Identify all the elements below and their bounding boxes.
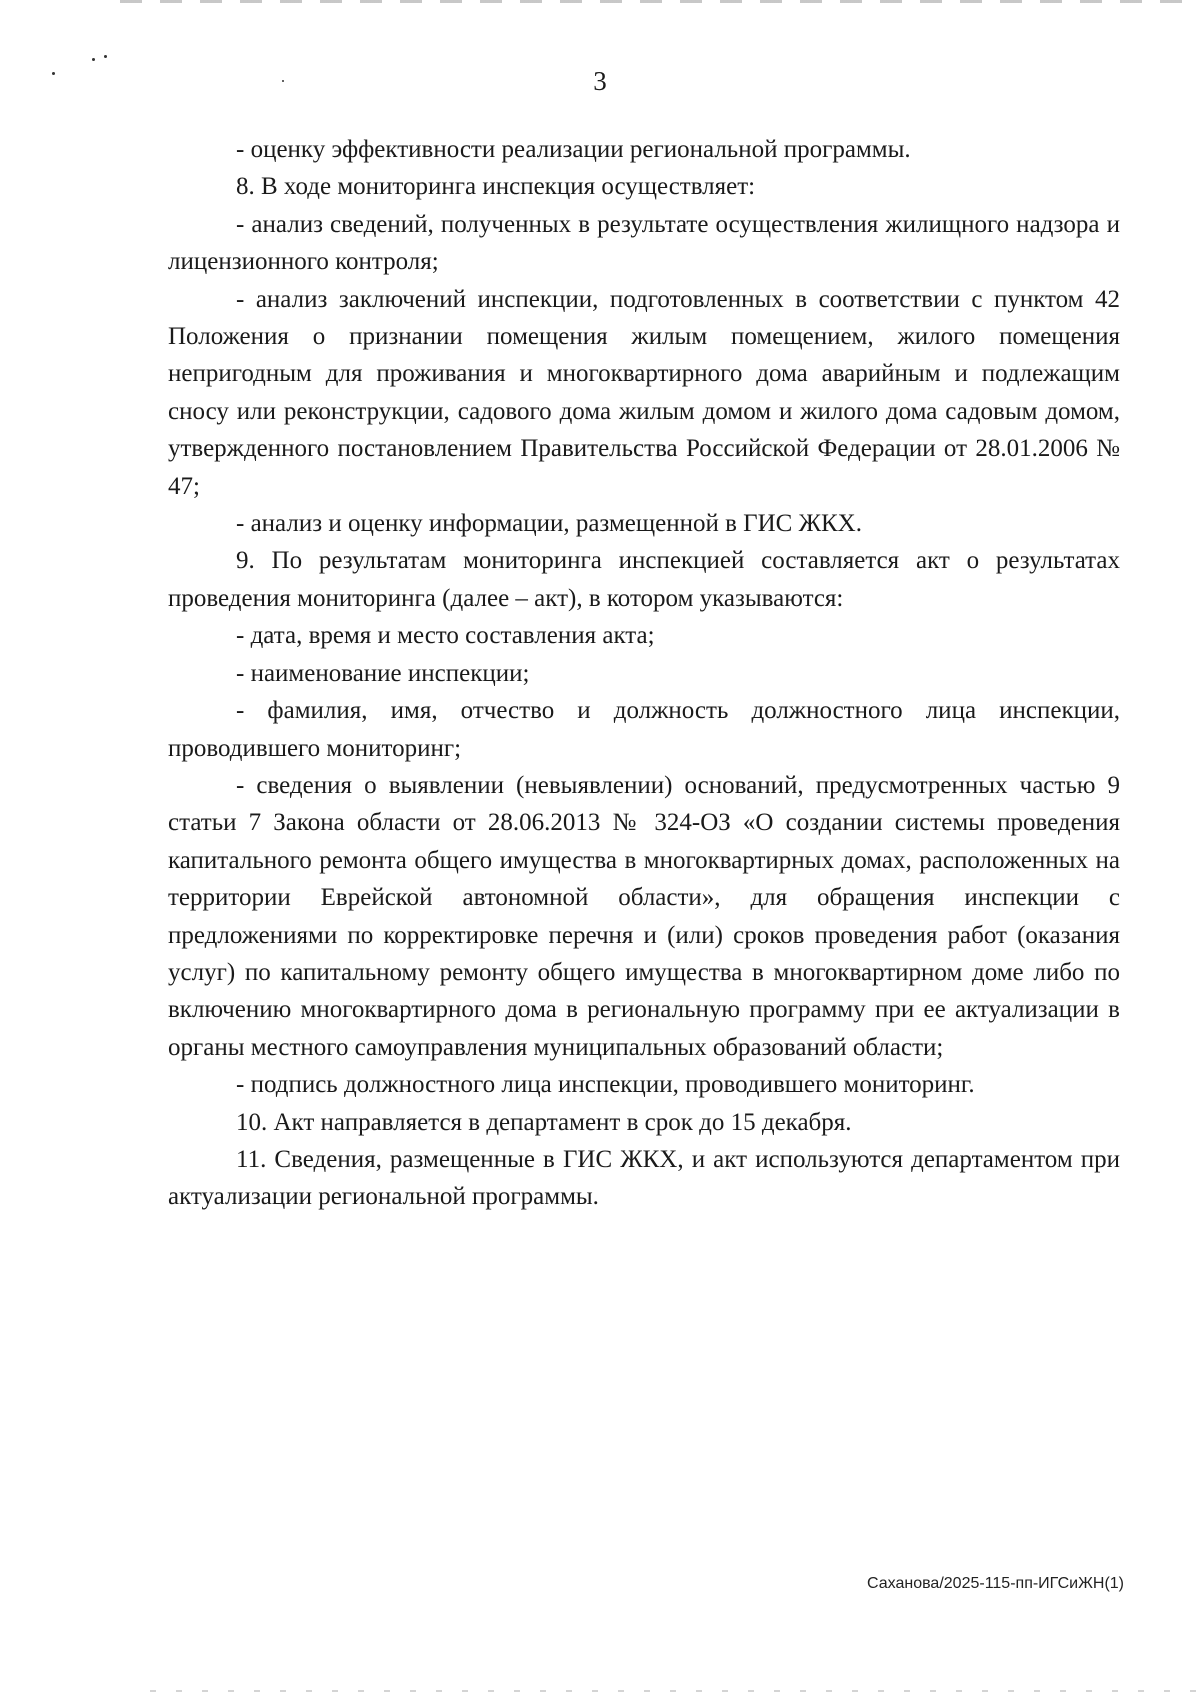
- paragraph: 10. Акт направляется в департамент в срок до 15 декабря.: [236, 1108, 852, 1136]
- scan-speck: [282, 80, 284, 82]
- scan-speck: [104, 55, 107, 58]
- paragraph: - сведения о выявлении (невыявлении) оснований, предусмотренных частью 9 статьи 7 Закона области от 28.06.2013 № 324-ОЗ «О создании системы проведения капитального ремонта общего имущества в многоквартирных домах, расположенных на территории Еврейской автономной области», для обращения инспекции с предложениями по корректировке перечня и (или) сроков проведения работ (оказания услуг) по капитальному ремонту общего имущества в многоквартирном доме либо по включению многоквартирного дома в региональную программу при ее актуализации в органы местного самоуправления муниципальных образований области;: [168, 771, 1120, 1061]
- paragraph: - дата, время и место составления акта;: [236, 622, 655, 650]
- paragraph: - наименование инспекции;: [236, 659, 530, 687]
- paragraph: - оценку эффективности реализации региональной программы.: [236, 136, 911, 163]
- paragraph: - анализ заключений инспекции, подготовленных в соответствии с пунктом 42 Положения о признании помещения жилым помещением, жилого помещения непригодным для проживания и многоквартирного дома аварийным и подлежащим сносу или реконструкции, садового дома жилым домом и жилого дома садовым домом, утвержденного постановлением Правительства Российской Федерации от 28.01.2006 № 47;: [168, 285, 1120, 500]
- paragraph: 8. В ходе мониторинга инспекция осуществляет:: [236, 173, 756, 201]
- paragraph: - анализ и оценку информации, размещенной в ГИС ЖКХ.: [236, 510, 862, 538]
- scan-speck: [92, 58, 95, 61]
- scan-edge-top: [120, 0, 1200, 3]
- scan-speck: [52, 72, 55, 75]
- paragraph: - подпись должностного лица инспекции, проводившего мониторинг.: [236, 1071, 975, 1099]
- paragraph: 9. По результатам мониторинга инспекцией составляется акт о результатах проведения мониторинга (далее – акт), в котором указываются:: [168, 547, 1120, 612]
- page-number: 3: [593, 66, 607, 96]
- paragraph: - анализ сведений, полученных в результате осуществления жилищного надзора и лицензионного контроля;: [168, 210, 1120, 276]
- document-body: [168, 131, 1120, 1216]
- paragraph: - фамилия, имя, отчество и должность должностного лица инспекции, проводившего мониторинг;: [168, 697, 1120, 762]
- paragraph: 11. Сведения, размещенные в ГИС ЖКХ, и акт используются департаментом при актуализации региональной программы.: [168, 1145, 1120, 1211]
- document-code: Саханова/2025-115-пп-ИГСиЖН(1): [867, 1575, 1124, 1592]
- scan-edge-bottom: [150, 1690, 1200, 1692]
